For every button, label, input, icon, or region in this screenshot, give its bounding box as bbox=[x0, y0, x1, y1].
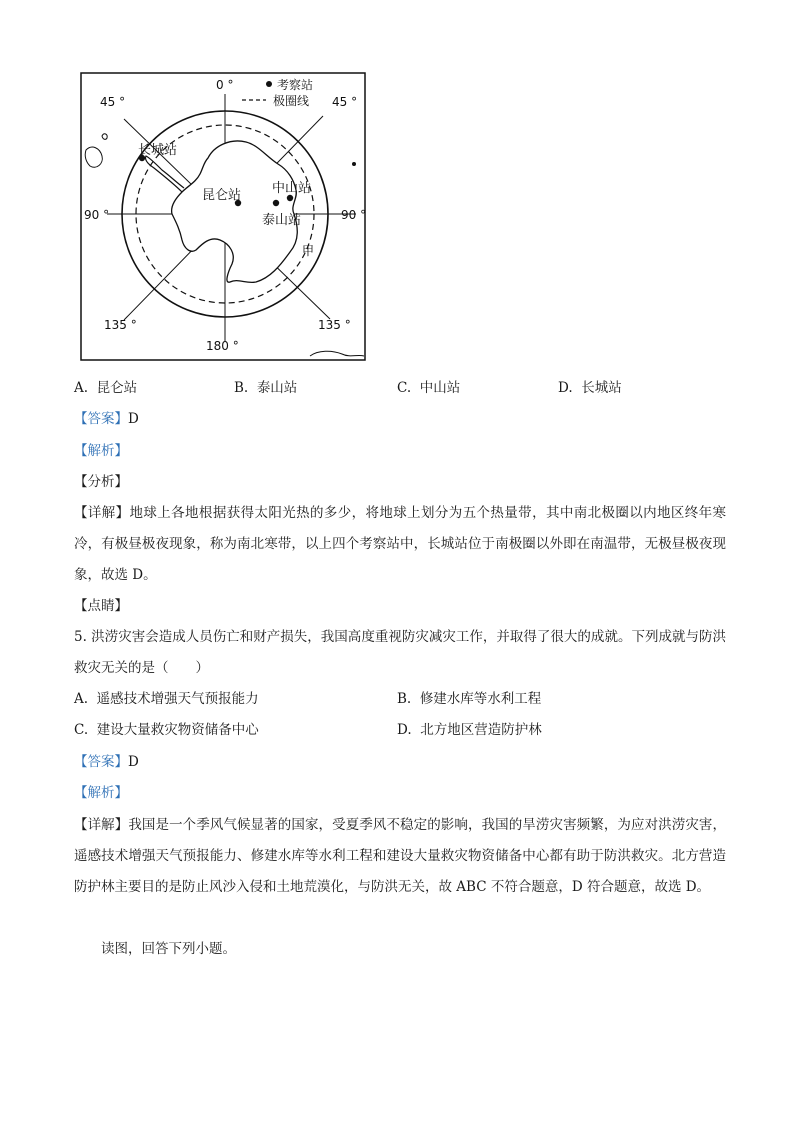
q4-dianjing-tag: 【点睛】 bbox=[74, 598, 128, 614]
jia-label: 甲 bbox=[302, 244, 315, 258]
q5-option-c: C. 建设大量救灾物资储备中心 bbox=[74, 722, 259, 738]
q4-option-c: C. 中山站 bbox=[397, 380, 461, 396]
q4-detail: 【详解】地球上各地根据获得太阳光热的多少，将地球上划分为五个热量带，其中南北极圈以内地区终年寒冷，有极昼极夜现象，称为南北寒带，以上四个考察站中，长城站位于南极圈以外即在南温带，无极昼极夜现象，故选 D。 bbox=[74, 505, 727, 583]
q4-analysis-tag: 【解析】 bbox=[74, 443, 128, 459]
legend-station-label: 考察站 bbox=[277, 78, 314, 92]
station-zhongshan-label: 中山站 bbox=[272, 181, 312, 196]
deg-135-right-label: 135 ° bbox=[318, 318, 351, 332]
q5-analysis-tag: 【解析】 bbox=[74, 785, 128, 801]
coast-fragment bbox=[352, 162, 356, 166]
station-changcheng-label: 长城站 bbox=[138, 143, 178, 158]
deg-90-left-label: 90 ° bbox=[84, 208, 110, 222]
antarctic-map bbox=[80, 72, 366, 362]
q5-detail: 【详解】我国是一个季风气候显著的国家，受夏季风不稳定的影响，我国的旱涝灾害频繁，为应对洪涝灾害，遥感技术增强天气预报能力、修建水库等水利工程和建设大量救灾物资储备中心都有助于防洪救灾。北方营造防护林主要目的是防止风沙入侵和土地荒漠化，与防洪无关，故 ABC 不符合题意，D 符合题意，故选 D。 bbox=[74, 817, 727, 895]
legend-circle-label: 极圈线 bbox=[273, 94, 310, 108]
deg-135-left-label: 135 ° bbox=[104, 318, 137, 332]
q5-answer: 【答案】D bbox=[74, 754, 139, 770]
deg-90-right-label: 90 ° bbox=[341, 208, 366, 222]
legend-station-dot bbox=[266, 81, 272, 87]
q5-option-b: B. 修建水库等水利工程 bbox=[397, 691, 542, 707]
q5-option-a: A. 遥感技术增强天气预报能力 bbox=[74, 691, 259, 707]
station-taishan-label: 泰山站 bbox=[262, 213, 302, 228]
deg-45-right-label: 45 ° bbox=[332, 95, 358, 109]
next-group-prompt: 读图，回答下列小题。 bbox=[101, 941, 236, 957]
q4-option-a: A. 昆仑站 bbox=[74, 380, 138, 396]
q4-option-b: B. 泰山站 bbox=[234, 380, 298, 396]
q5-stem: 5. 洪涝灾害会造成人员伤亡和财产损失，我国高度重视防灾减灾工作，并取得了很大的成就。下列成就与防洪救灾无关的是（ ） bbox=[74, 629, 726, 676]
deg-180-label: 180 ° bbox=[206, 339, 239, 353]
station-kunlun-label: 昆仑站 bbox=[202, 188, 242, 203]
deg-0-label: 0 ° bbox=[216, 78, 234, 92]
station-taishan-dot bbox=[273, 200, 279, 206]
q4-option-d: D. 长城站 bbox=[558, 380, 622, 396]
q5-option-d: D. 北方地区营造防护林 bbox=[397, 722, 542, 738]
q4-fenxi-tag: 【分析】 bbox=[74, 474, 128, 490]
q4-answer: 【答案】D bbox=[74, 411, 139, 427]
deg-45-left-label: 45 ° bbox=[100, 95, 126, 109]
